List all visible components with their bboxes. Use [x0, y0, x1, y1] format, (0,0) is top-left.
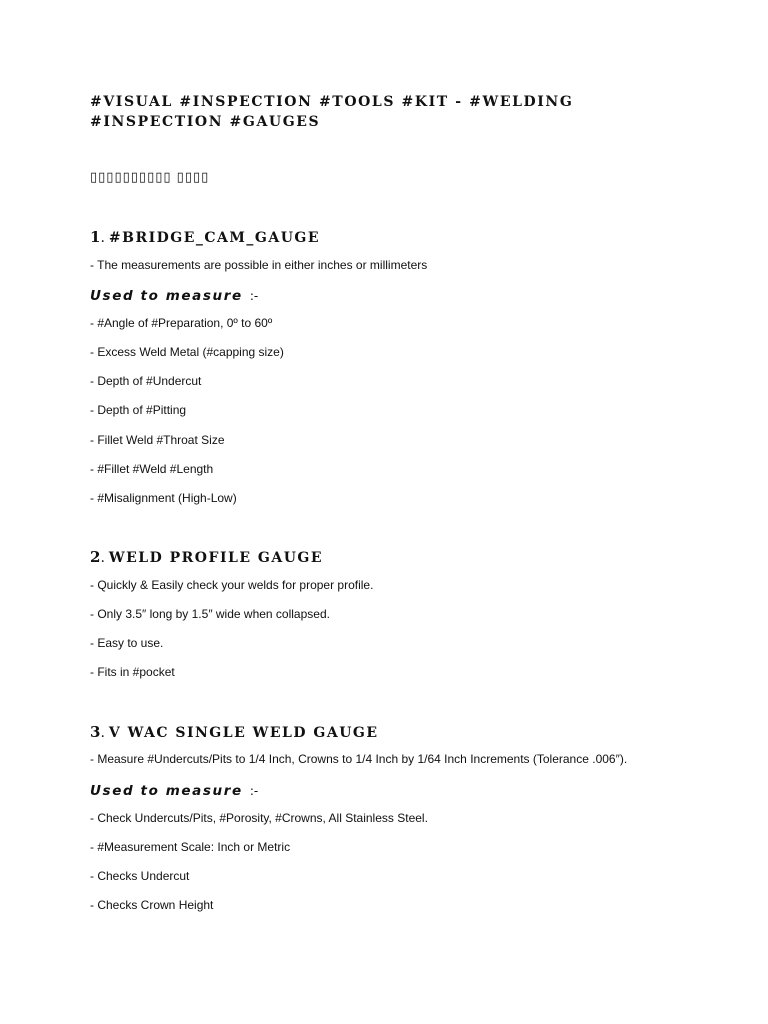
section-3-used-to-measure: [90, 780, 258, 799]
document-title: #VISUAL #INSPECTION #TOOLS #KIT - #WELDING #INSPECTION #GAUGES: [90, 94, 574, 130]
section-1-item: - #Fillet #Weld #Length: [90, 462, 214, 476]
section-2-item: - Quickly & Easily check your welds for proper profile.: [90, 578, 374, 592]
section-3-intro: - Measure #Undercuts/Pits to 1/4 Inch, Crowns to 1/4 Inch by 1/64 Inch Increments (Tolerance .006″).: [90, 752, 628, 766]
section-1-item: - Excess Weld Metal (#capping size): [90, 345, 284, 359]
section-3-number: 3: [90, 723, 101, 741]
unrendered-text-boxes: ▯▯▯▯▯▯▯▯▯▯ ▯▯▯▯: [90, 170, 210, 185]
section-3-heading: [90, 723, 379, 741]
section-1-item: - Depth of #Pitting: [90, 403, 187, 417]
section-1-item: - Fillet Weld #Throat Size: [90, 433, 225, 447]
section-3-dot: .: [100, 725, 105, 741]
section-3-item: - Checks Undercut: [90, 869, 190, 883]
section-1-used-label: Used to measure: [90, 288, 243, 304]
section-1-used-to-measure: [90, 285, 258, 304]
section-1-item: - Depth of #Undercut: [90, 374, 202, 388]
section-1-item: - #Angle of #Preparation, 0º to 60º: [90, 316, 273, 330]
section-3-title: V WAC SINGLE WELD GAUGE: [108, 725, 379, 741]
section-1-intro: - The measurements are possible in either inches or millimeters: [90, 258, 428, 272]
section-1-dot: .: [100, 230, 105, 246]
section-1-title: #BRIDGE_CAM_GAUGE: [108, 230, 321, 246]
section-1-item: - #Misalignment (High-Low): [90, 491, 237, 505]
section-3-item: - #Measurement Scale: Inch or Metric: [90, 840, 291, 854]
section-2-dot: .: [100, 550, 105, 566]
section-1-used-suffix: :-: [249, 289, 259, 303]
section-2-item: - Fits in #pocket: [90, 665, 175, 679]
section-3-used-suffix: :-: [249, 784, 259, 798]
section-2-heading: [90, 548, 323, 566]
section-3-item: - Checks Crown Height: [90, 898, 214, 912]
section-3-used-label: Used to measure: [90, 783, 243, 799]
section-2-title: WELD PROFILE GAUGE: [108, 550, 324, 566]
section-2-item: - Only 3.5″ long by 1.5″ wide when collapsed.: [90, 607, 330, 621]
section-2-number: 2: [90, 548, 101, 566]
section-1-number: 1: [90, 228, 101, 246]
section-1-heading: [90, 228, 320, 246]
section-3-item: - Check Undercuts/Pits, #Porosity, #Crowns, All Stainless Steel.: [90, 811, 428, 825]
section-2-item: - Easy to use.: [90, 636, 164, 650]
